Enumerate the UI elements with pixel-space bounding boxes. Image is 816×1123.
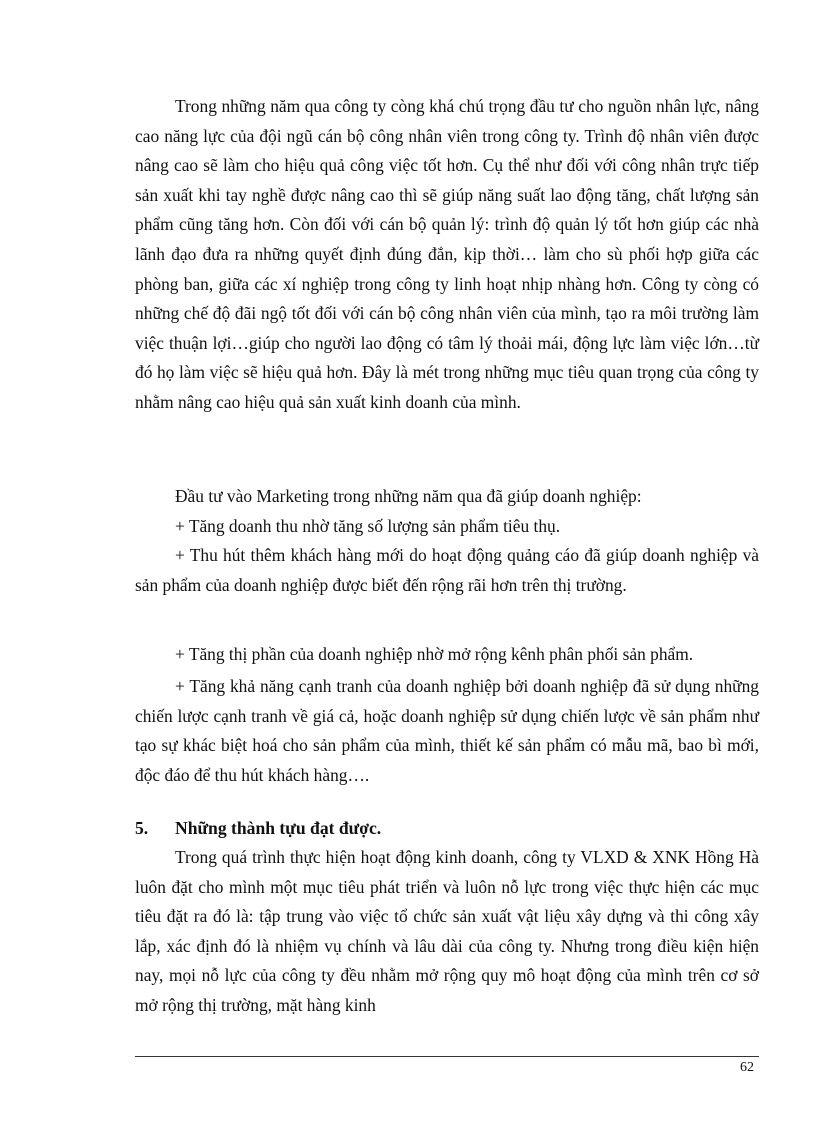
paragraph-bullet-market-share: + Tăng thị phần của doanh nghiệp nhờ mở rộng kênh phân phối sản phẩm. (175, 644, 694, 664)
section-number: 5. (135, 818, 149, 838)
paragraph-investment-hr: Trong những năm qua công ty còng khá chú trọng đầu tư cho nguồn nhân lực, nâng cao năng lực của đội ngũ cán bộ công nhân viên trong công ty. Trình độ nhân viên được nâng cao sẽ làm cho hiệu quả công việc tốt hơn. Cụ thể như đối với công nhân trực tiếp sản xuất khi tay nghề được nâng cao thì sẽ giúp năng suất lao động tăng, chất lượng sản phẩm cũng tăng hơn. Còn đối với cán bộ quản lý: trình độ quản lý tốt hơn giúp các nhà lãnh đạo đưa ra những quyết định đúng đắn, kịp thời… làm cho sù phối hợp giữa các phòng ban, giữa các xí nghiệp trong công ty linh hoạt nhịp nhàng hơn. Công ty còng có những chế độ đãi ngộ tốt đối với cán bộ công nhân viên của mình, tạo ra môi trường làm việc thuận lợi…giúp cho người lao động có tâm lý thoải mái, động lực làm việc lớn…từ đó họ làm việc sẽ hiệu quả hơn. Đây là mét trong những mục tiêu quan trọng của công ty nhằm nâng cao hiệu quả sản xuất kinh doanh của mình. (135, 96, 759, 412)
footer-divider (135, 1056, 759, 1057)
paragraph-achievements: Trong quá trình thực hiện hoạt động kinh doanh, công ty VLXD & XNK Hồng Hà luôn đặt cho mình một mục tiêu phát triển và luôn nỗ lực trong việc thực hiện các mục tiêu đặt ra đó là: tập trung vào việc tổ chức sản xuất vật liệu xây dựng và thi công xây lắp, xác định đó là nhiệm vụ chính và lâu dài của công ty. Nhưng trong điều kiện hiện nay, mọi nỗ lực của công ty đều nhằm mở rộng quy mô hoạt động của mình trên cơ sở mở rộng thị trường, mặt hàng kinh (135, 847, 759, 1015)
section-title: Những thành tựu đạt được. (175, 818, 382, 838)
paragraph-marketing-intro: Đầu tư vào Marketing trong những năm qua đã giúp doanh nghiệp: (175, 486, 642, 506)
section-heading (135, 818, 381, 839)
paragraph-bullet-competition: + Tăng khả năng cạnh tranh của doanh nghiệp bởi doanh nghiệp đã sử dụng những chiến lược cạnh tranh về giá cả, hoặc doanh nghiệp sử dụng chiến lược về sản phẩm như tạo sự khác biệt hoá cho sản phẩm của mình, thiết kế sản phẩm có mẫu mã, bao bì mới, độc đáo để thu hút khách hàng…. (135, 676, 759, 785)
page-number: 62 (740, 1060, 754, 1075)
paragraph-bullet-customers: + Thu hút thêm khách hàng mới do hoạt động quảng cáo đã giúp doanh nghiệp và sản phẩm của doanh nghiệp được biết đến rộng rãi hơn trên thị trường. (135, 545, 759, 595)
paragraph-bullet-revenue: + Tăng doanh thu nhờ tăng số lượng sản phẩm tiêu thụ. (175, 516, 561, 536)
